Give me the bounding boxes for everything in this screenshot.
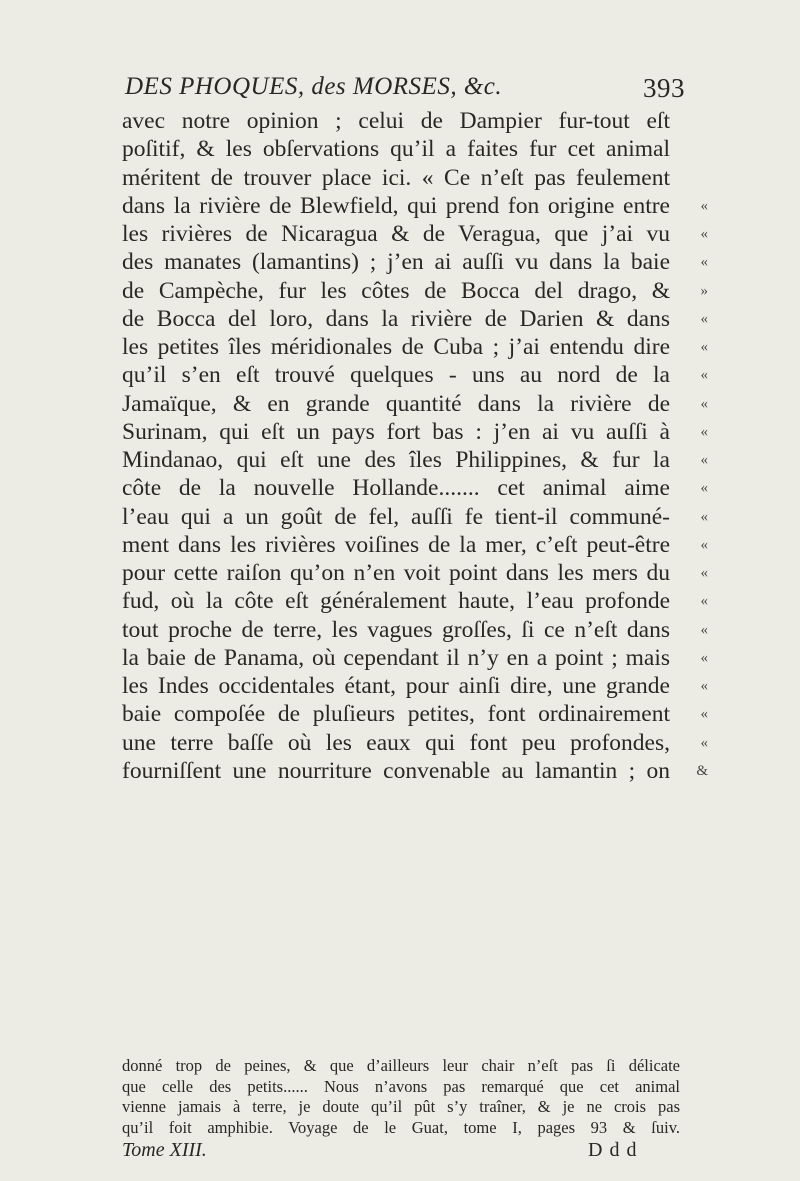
volume-label: Tome XIII. xyxy=(122,1139,207,1161)
text-line: méritent de trouver place ici. « Ce n’eſt pas feulement xyxy=(122,164,670,191)
text-line: ment dans les rivières voiſines de la mer, c’eſt peut-être « xyxy=(122,531,708,558)
quote-mark: « xyxy=(700,254,708,271)
quote-mark: « xyxy=(700,339,708,355)
footnote xyxy=(122,1056,682,1138)
page-number: 393 xyxy=(643,73,685,103)
text-line: avec notre opinion ; celui de Dampier fur-tout eſt xyxy=(122,108,670,134)
quote-mark: « xyxy=(700,734,708,751)
text-line: les Indes occidentales étant, pour ainſi dire, une grande « xyxy=(122,673,708,699)
text-line: qu’il s’en eſt trouvé quelques - uns au nord de la « xyxy=(122,362,708,389)
text-line: côte de la nouvelle Hollande....... cet animal aime « xyxy=(122,475,708,502)
text-line: pour cette raiſon qu’on n’en voit point dans les mers du « xyxy=(122,560,708,586)
page-signature xyxy=(122,1139,678,1165)
signature-mark: D d d xyxy=(588,1139,638,1161)
text-line: Jamaïque, & en grande quantité dans la rivière de « xyxy=(122,390,708,417)
quote-mark: « xyxy=(700,226,708,242)
quote-mark: « xyxy=(700,367,708,384)
footnote-line: que celle des petits...... Nous n’avons pas remarqué que cet animal xyxy=(122,1076,680,1096)
text-line: de Bocca del loro, dans la rivière de Darien & dans « xyxy=(122,305,708,332)
text-line: Surinam, qui eſt un pays fort bas : j’en ai vu auſſi à « xyxy=(122,418,708,445)
quote-mark: « xyxy=(700,593,708,610)
text-line: tout proche de terre, les vagues groſſes, ſi ce n’eſt dans « xyxy=(122,616,708,643)
footnote-line: donné trop de peines, & que d’ailleurs leur chair n’eſt pas ſi délicate xyxy=(122,1056,680,1075)
quote-mark: « xyxy=(700,536,708,553)
quote-mark: « xyxy=(700,649,708,666)
text-line: de Campèche, fur les côtes de Bocca del drago, & » xyxy=(122,277,708,304)
text-line: l’eau qui a un goût de fel, auſſi fe tient-il communé- « xyxy=(122,503,708,530)
quote-mark: « xyxy=(700,197,708,214)
quote-mark: & xyxy=(696,762,708,779)
text-line: dans la rivière de Blewfield, qui prend fon origine entre « xyxy=(122,192,708,219)
quote-mark: « xyxy=(700,678,708,694)
text-line: une terre baſſe où les eaux qui font peu profondes, « xyxy=(122,729,708,756)
text-line: fud, où la côte eſt généralement haute, l’eau profonde « xyxy=(122,588,708,615)
quote-mark: « xyxy=(700,621,708,638)
quote-mark: » xyxy=(700,282,708,299)
text-line: des manates (lamantins) ; j’en ai auſſi vu dans la baie « xyxy=(122,249,708,276)
quote-mark: « xyxy=(700,480,708,497)
quote-mark: « xyxy=(700,452,708,468)
quote-mark: « xyxy=(700,508,708,525)
text-line: baie compoſée de pluſieurs petites, font ordinairement « xyxy=(122,701,708,728)
running-header xyxy=(125,73,685,105)
text-line: Mindanao, qui eſt une des îles Philippines, & fur la « xyxy=(122,447,708,473)
quote-mark: « xyxy=(700,706,708,723)
text-line: poſitif, & les obſervations qu’il a faites fur cet animal xyxy=(122,136,670,163)
footnote-line: vienne jamais à terre, je doute qu’il pût s’y traîner, & je ne crois pas xyxy=(122,1097,680,1116)
text-line: fourniſſent une nourriture convenable au lamantin ; on & xyxy=(122,757,708,784)
quote-mark: « xyxy=(700,565,708,581)
text-line: les rivières de Nicaragua & de Veragua, que j’ai vu « xyxy=(122,221,708,247)
main-text xyxy=(122,107,708,785)
quote-mark: « xyxy=(700,423,708,440)
quote-mark: « xyxy=(700,395,708,412)
footnote-line: qu’il foit amphibie. Voyage de le Guat, tome I, pages 93 & ſuiv. xyxy=(122,1117,680,1137)
text-line: les petites îles méridionales de Cuba ; j’ai entendu dire « xyxy=(122,334,708,360)
running-title: DES PHOQUES, des MORSES, &c. xyxy=(125,73,503,100)
quote-mark: « xyxy=(700,310,708,327)
text-line: la baie de Panama, où cependant il n’y en a point ; mais « xyxy=(122,644,708,671)
